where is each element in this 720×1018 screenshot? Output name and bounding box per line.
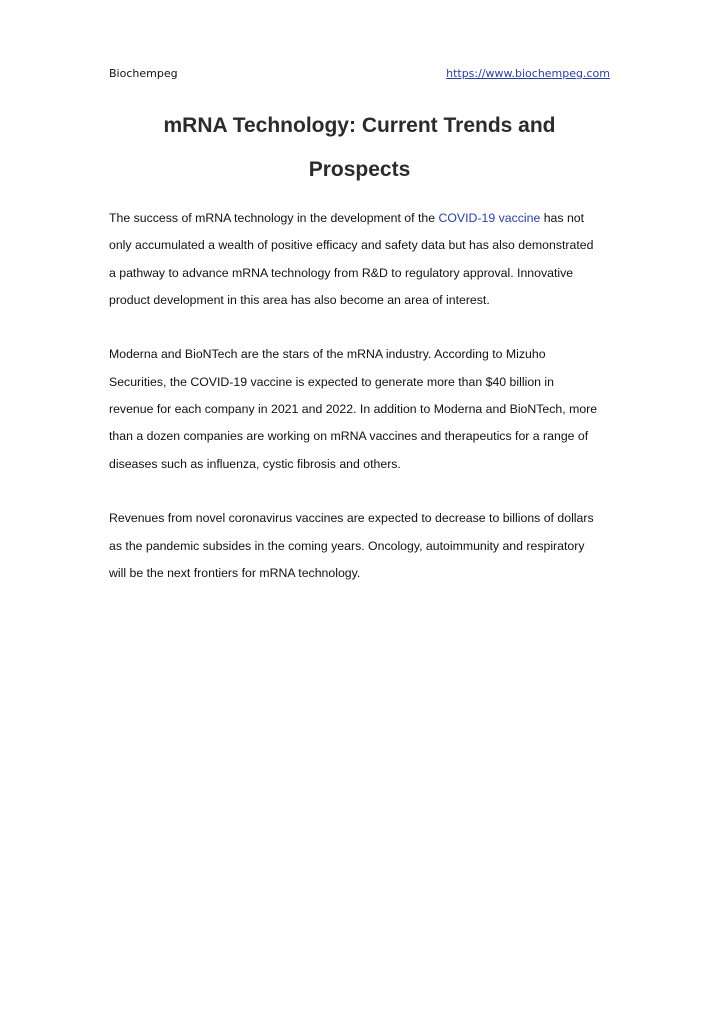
paragraph-line: Revenues from novel coronavirus vaccines are expected to decrease to billions of dollars	[109, 511, 594, 526]
paragraph-line: than a dozen companies are working on mRNA vaccines and therapeutics for a range of	[109, 429, 589, 444]
paragraph-1	[109, 205, 610, 314]
header-website-link[interactable]: https://www.biochempeg.com	[446, 67, 610, 80]
paragraph-text: has not	[540, 211, 585, 225]
paragraph-line: as the pandemic subsides in the coming years. Oncology, autoimmunity and respiratory	[109, 538, 585, 553]
title-line-1: mRNA Technology: Current Trends and	[163, 114, 556, 137]
paragraph-line: Securities, the COVID-19 vaccine is expected to generate more than $40 billion in	[109, 374, 554, 389]
document-body	[109, 205, 610, 614]
paragraph-line: only accumulated a wealth of positive efficacy and safety data but has also demonstrated	[109, 238, 594, 253]
document-title	[109, 110, 610, 186]
paragraph-line: will be the next frontiers for mRNA technology.	[109, 565, 361, 580]
covid-vaccine-link[interactable]: COVID-19 vaccine	[438, 211, 541, 225]
paragraph-line: diseases such as influenza, cystic fibrosis and others.	[109, 456, 401, 471]
paragraph-line: a pathway to advance mRNA technology from R&D to regulatory approval. Innovative	[109, 265, 574, 280]
paragraph-line: revenue for each company in 2021 and 2022. In addition to Moderna and BioNTech, more	[109, 402, 598, 417]
header-company-name: Biochempeg	[109, 67, 178, 80]
paragraph-line	[109, 205, 610, 232]
title-line-2: Prospects	[308, 158, 411, 181]
paragraph-2	[109, 341, 610, 477]
paragraph-text: The success of mRNA technology in the development of the	[109, 211, 439, 225]
paragraph-line: Moderna and BioNTech are the stars of the mRNA industry. According to Mizuho	[109, 347, 546, 362]
paragraph-3	[109, 505, 610, 587]
page-header	[109, 66, 610, 82]
paragraph-line: product development in this area has also become an area of interest.	[109, 292, 490, 307]
